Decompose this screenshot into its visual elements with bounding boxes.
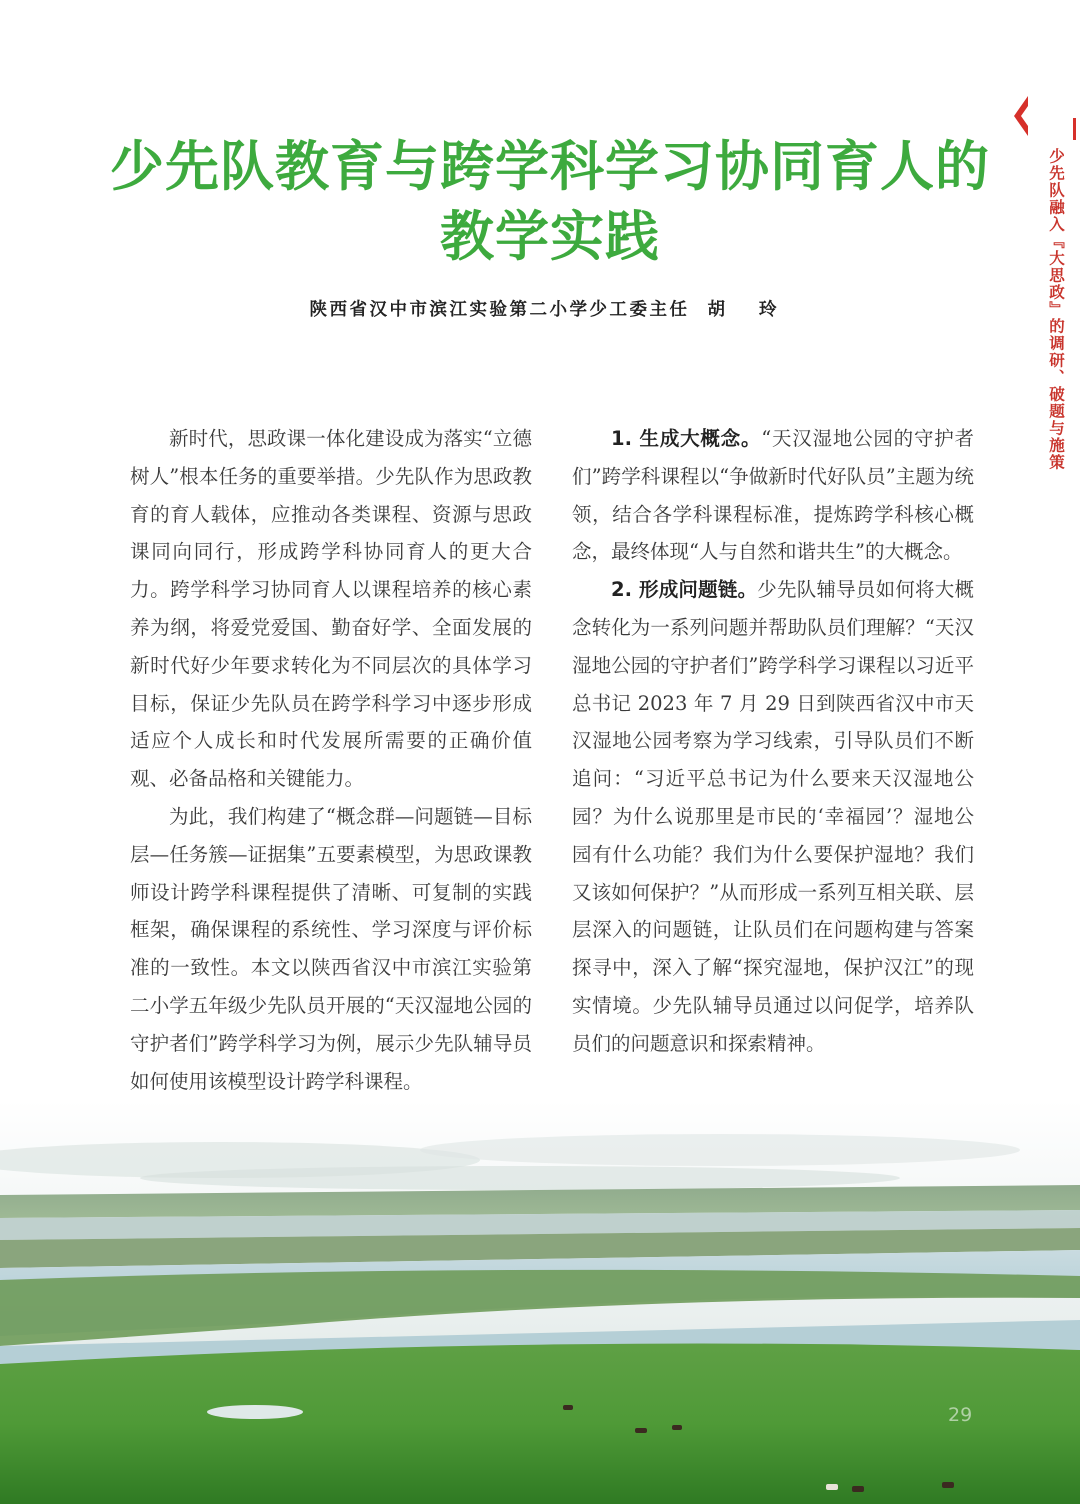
section-lead: 1. 生成大概念。 (611, 427, 762, 450)
red-chevron-marker (1014, 96, 1028, 136)
body-paragraph: 为此，我们构建了“概念群—问题链—目标层—任务簇—证据集”五要素模型，为思政课教师设计跨学科课程提供了清晰、可复制的实践框架，确保课程的系统性、学习深度与评价标准的一致性。本文以陕西省汉中市滨江实验第二小学五年级少先队员开展的“天汉湿地公园的守护者们”跨学科学习为例，展示少先队辅导员如何使用该模型设计跨学科课程。 (130, 804, 532, 1093)
wetland-landscape-photo (0, 1100, 1080, 1504)
author-byline (130, 296, 970, 321)
article-title-line1: 少先队教育与跨学科学习协同育人的 (110, 135, 990, 198)
section-paragraph (572, 420, 974, 571)
section-text: “天汉湿地公园的守护者们”跨学科课程以“争做新时代好队员”主题为统领，结合各学科课程标准，提炼跨学科核心概念，最终体现“人与自然和谐共生”的大概念。 (572, 427, 974, 564)
red-accent-bar (1073, 118, 1076, 140)
author-name: 胡 玲 (707, 300, 791, 320)
article-title-line2: 教学实践 (440, 205, 660, 268)
body-column-left (130, 420, 532, 1100)
section-text: 少先队辅导员如何将大概念转化为一系列问题并帮助队员们理解？“天汉湿地公园的守护者们”跨学科学习课程以习近平总书记 2023 年 7 月 29 日到陕西省汉中市天汉湿地公园考察为学习线索，引导队员们不断追问：“习近平总书记为什么要来天汉湿地公园？为什么说那里是市民的‘幸福园’？湿地公园有什么功能？我们为什么要保护湿地？我们又该如何保护？”从而形成一系列互相关联、层层深入的问题链，让队员们在问题构建与答案探寻中，深入了解“探究湿地，保护汉江”的现实情境。少先队辅导员通过以问促学，培养队员们的问题意识和探索精神。 (572, 578, 974, 1055)
section-side-tab (1014, 0, 1080, 520)
section-paragraph (572, 571, 974, 1062)
body-column-right (572, 420, 974, 1063)
article-title (100, 132, 1000, 272)
section-title-vertical: 少先队融入『大思政』的调研、破题与施策 (1047, 148, 1066, 471)
page-number: 29 (948, 1404, 973, 1426)
landscape-illustration (0, 1100, 1080, 1504)
section-lead: 2. 形成问题链。 (611, 578, 758, 602)
author-affiliation: 陕西省汉中市滨江实验第二小学少工委主任 (309, 300, 690, 320)
body-paragraph: 新时代，思政课一体化建设成为落实“立德树人”根本任务的重要举措。少先队作为思政教育的育人载体，应推动各类课程、资源与思政课同向同行，形成跨学科协同育人的更大合力。跨学科学习协同育人以课程培养的核心素养为纲，将爱党爱国、勤奋好学、全面发展的新时代好少年要求转化为不同层次的具体学习目标，保证少先队员在跨学科学习中逐步形成适应个人成长和时代发展所需要的正确价值观、必备品格和关键能力。 (130, 427, 532, 791)
